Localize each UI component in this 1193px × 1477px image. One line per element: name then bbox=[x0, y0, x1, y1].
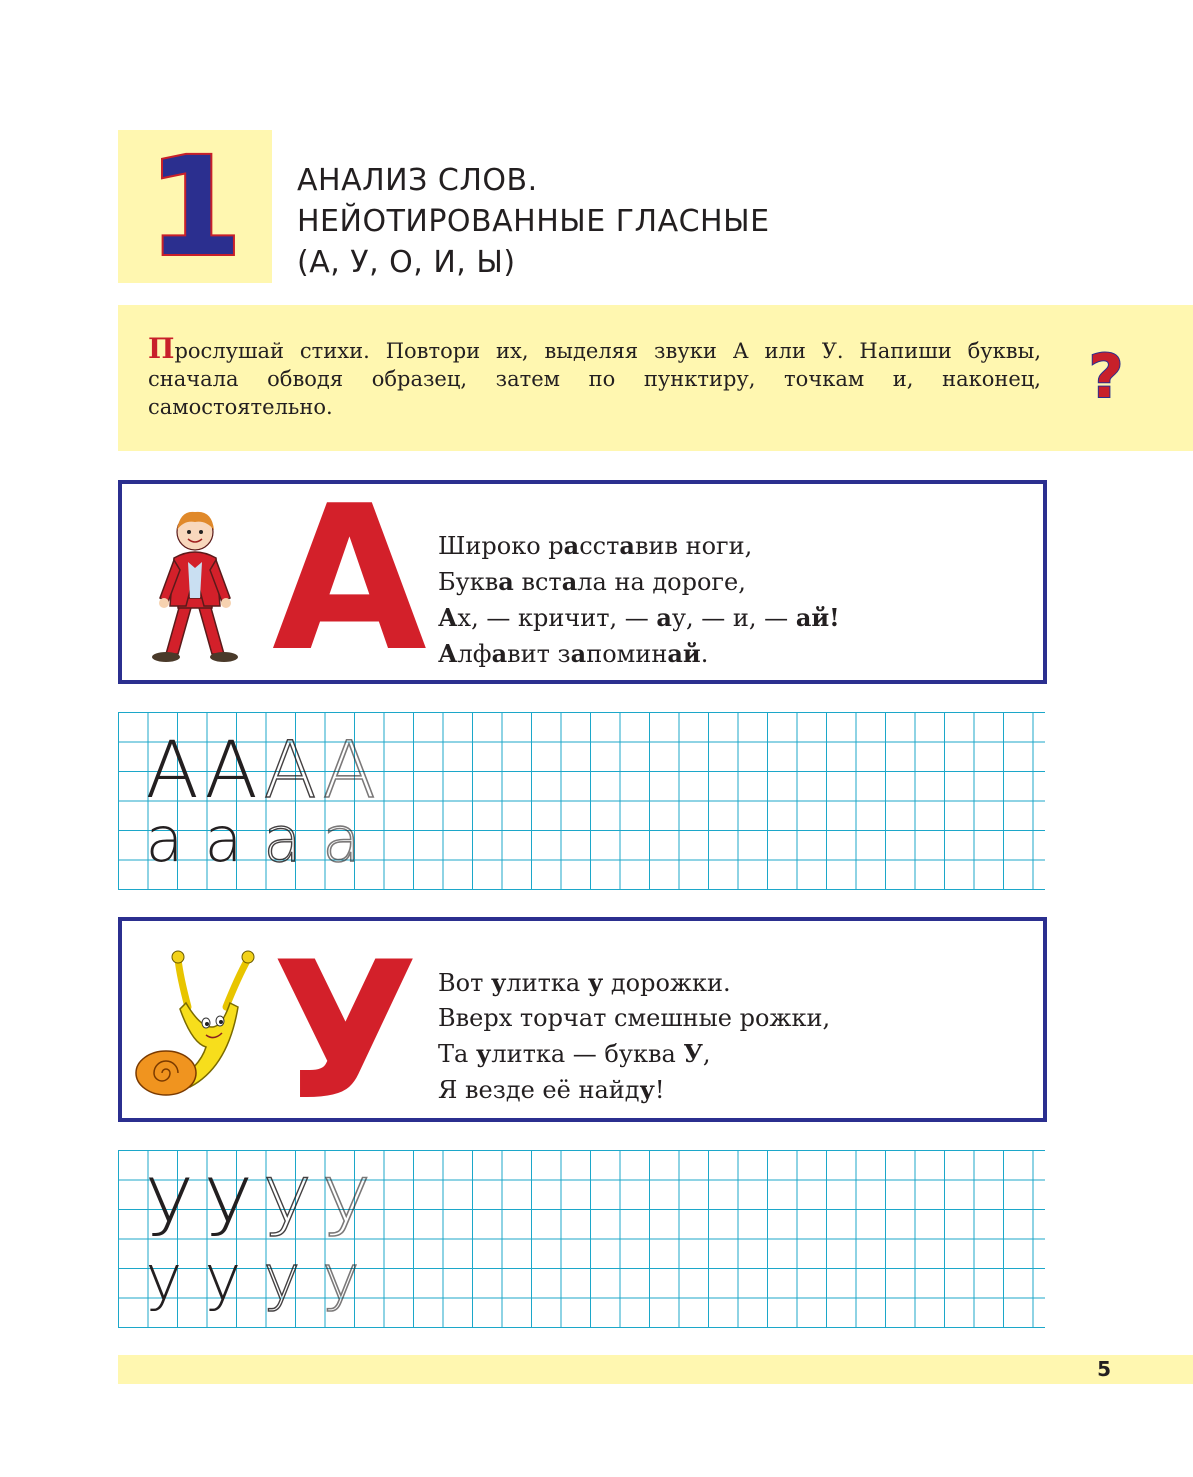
practice-letter-dashed: У bbox=[263, 1164, 312, 1254]
question-icon: ? bbox=[1088, 342, 1124, 412]
poem-text: дорожки. bbox=[603, 969, 731, 997]
poem-line bbox=[438, 1001, 830, 1036]
highlighted-vowel: а bbox=[561, 567, 578, 596]
highlighted-vowel: у bbox=[587, 968, 604, 997]
poem-u-text bbox=[438, 965, 830, 1108]
poem-text: х, — кричит, — bbox=[457, 604, 657, 632]
poem-text: литка bbox=[506, 969, 588, 997]
highlighted-vowel: а bbox=[656, 603, 672, 632]
poem-box-u bbox=[118, 917, 1047, 1142]
task-instruction-text bbox=[148, 332, 1041, 421]
poem-text: лф bbox=[457, 640, 492, 668]
poem-text: Букв bbox=[438, 568, 499, 596]
poem-a-text bbox=[438, 528, 840, 672]
highlighted-vowel: ай! bbox=[795, 603, 840, 632]
poem-text: вст bbox=[513, 568, 562, 596]
practice-letter-solid: У bbox=[204, 1164, 253, 1254]
task-initial-letter: П bbox=[148, 332, 175, 365]
poem-line bbox=[438, 965, 830, 1001]
poem-line bbox=[438, 564, 840, 600]
poem-text: Вверх торчат смешные рожки, bbox=[438, 1004, 831, 1032]
practice-letter-solid: А bbox=[204, 726, 258, 816]
poem-line bbox=[438, 636, 840, 672]
practice-letter-dotted: У bbox=[322, 1164, 371, 1254]
poem-text: , bbox=[702, 1040, 711, 1068]
poem-text: . bbox=[700, 640, 709, 668]
task-body: рослушай стихи. Повтори их, выделяя звуки А или У. Напиши буквы, сначала обводя образец, затем по пунктиру, точкам и, наконец, самостоятельно. bbox=[148, 339, 1041, 419]
practice-letter-dashed: у bbox=[263, 1241, 301, 1314]
highlighted-vowel: а bbox=[570, 639, 587, 668]
practice-letter-dotted: а bbox=[322, 803, 361, 876]
chapter-title-line: АНАЛИЗ СЛОВ. bbox=[297, 163, 538, 198]
page-number: 5 bbox=[1097, 1357, 1111, 1381]
poem-text: помин bbox=[586, 640, 668, 668]
highlighted-vowel: а bbox=[563, 531, 580, 560]
poem-text: Я везде её найд bbox=[438, 1076, 640, 1104]
poem-text: Широко р bbox=[438, 532, 564, 560]
task-instruction-box bbox=[118, 305, 1193, 451]
poem-line bbox=[438, 1036, 830, 1072]
highlighted-vowel: А bbox=[438, 603, 458, 632]
practice-letter-solid: А bbox=[145, 726, 199, 816]
poem-line bbox=[438, 528, 840, 564]
highlighted-vowel: ай bbox=[667, 639, 701, 668]
poem-text: ! bbox=[654, 1076, 665, 1104]
poem-text: вит з bbox=[507, 640, 571, 668]
poem-text: ла на дороге, bbox=[577, 568, 746, 596]
chapter-title-line: (А, У, О, И, Ы) bbox=[297, 245, 516, 280]
poem-text: вив ноги, bbox=[634, 532, 753, 560]
highlighted-vowel: а bbox=[491, 639, 508, 668]
practice-letter-solid: а bbox=[204, 803, 243, 876]
practice-letter-dotted: у bbox=[322, 1241, 360, 1314]
snail-letter-u-illustration bbox=[130, 947, 268, 1097]
writing-grid-a bbox=[118, 712, 1045, 890]
practice-letter-solid: У bbox=[145, 1164, 194, 1254]
highlighted-vowel: у bbox=[639, 1075, 655, 1104]
big-letter-a: А bbox=[272, 463, 427, 696]
big-letter-u: У bbox=[272, 921, 419, 1142]
chapter-badge bbox=[118, 129, 272, 287]
highlighted-vowel: у bbox=[491, 968, 507, 997]
poem-text: у, — и, — bbox=[671, 604, 796, 632]
practice-letter-solid: а bbox=[145, 803, 184, 876]
poem-text: сст bbox=[579, 532, 620, 560]
practice-letter-dashed: А bbox=[263, 726, 317, 816]
practice-letter-solid: у bbox=[145, 1241, 183, 1314]
practice-letter-dotted: А bbox=[322, 726, 376, 816]
practice-letter-solid: у bbox=[204, 1241, 242, 1314]
chapter-title bbox=[297, 160, 997, 283]
chapter-title-line: НЕЙОТИРОВАННЫЕ ГЛАСНЫЕ bbox=[297, 204, 770, 239]
boy-letter-a-illustration bbox=[144, 506, 244, 664]
highlighted-vowel: А bbox=[438, 639, 458, 668]
poem-text: литка — буква bbox=[491, 1040, 684, 1068]
poem-line bbox=[438, 1072, 830, 1108]
poem-text: Та bbox=[438, 1040, 476, 1068]
footer-bar bbox=[118, 1355, 1193, 1384]
writing-grid-u bbox=[118, 1150, 1045, 1328]
highlighted-vowel: У bbox=[683, 1039, 703, 1068]
highlighted-vowel: у bbox=[475, 1039, 492, 1068]
practice-letter-dashed: а bbox=[263, 803, 302, 876]
poem-line bbox=[438, 600, 840, 636]
poem-text: Вот bbox=[438, 969, 491, 997]
highlighted-vowel: а bbox=[619, 531, 635, 560]
chapter-number: 1 bbox=[147, 129, 243, 287]
poem-box-a bbox=[118, 463, 1047, 696]
highlighted-vowel: а bbox=[498, 567, 514, 596]
